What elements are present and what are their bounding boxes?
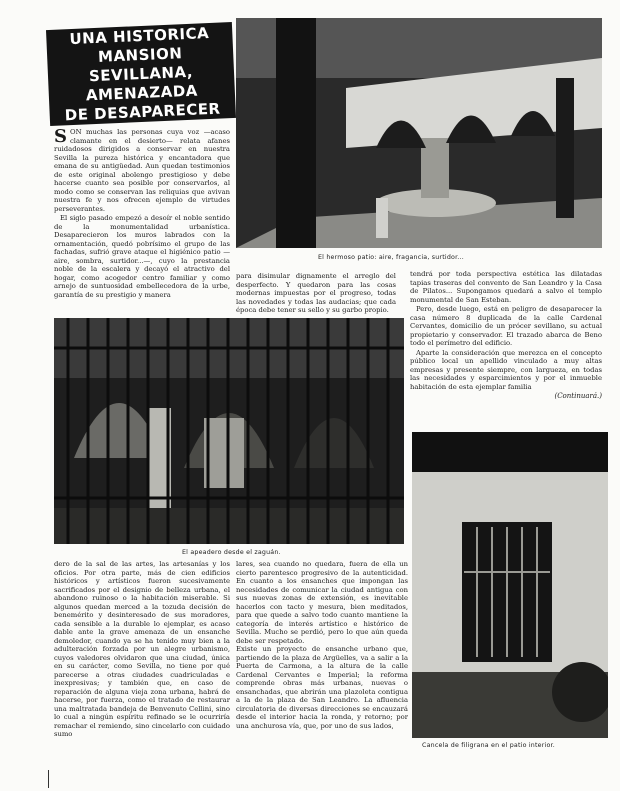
cancela-caption: Cancela de filigrana en el patio interior.: [422, 742, 555, 749]
headline-line-1: UNA HISTORICA MANSION: [69, 23, 210, 66]
headline-box: [46, 22, 236, 126]
headline-line-3: DE DESAPARECER: [64, 99, 221, 124]
zaguan-photo: [54, 318, 404, 544]
right-top-column: [410, 270, 602, 430]
margin-rule: [48, 770, 49, 788]
right-paragraph-1: tendrá por toda perspectiva estética las dilatadas tapias traseras del convento de San Leandro y la Casa de Pilatos... Supongamos quedará a salvo el templo monumental de San Esteban.: [410, 270, 602, 304]
patio-photo: [236, 18, 602, 248]
dropcap: S: [54, 128, 67, 147]
bottom-left-column: dero de la sal de las artes, las artesanías y los oficios. Por otra parte, más de cien edificios históricos y artísticos fueron sucesivamente sacrificados por el designio de belleza urbana, el abandono ruinoso o la habitación miserable. Si algunos quedan merced a la tozuda decisión de benemérito y desinteresado de sus moradores, cada sensible a la durable lo ejemplar, es acaso dable ante la grave amenaza de un ensanche demoledor, cuando ya se ha tenido muy bien a la adulteración forzada por un alegre urbanismo, cuyos valedores olvidaron que una ciudad, única en su carácter, como Sevilla, no tiene por qué parecerse a otras ciudades cuadriculadas e inexpresivas; y también que, en caso de reparación de alguna vieja zona urbana, habrá de hacerse, por fuerza, como el tratado de restaurar una maltratada bandeja de Benvenuto Cellini, sino lo cual a ningún espíritu refinado se le ocurriría remachar el remiendo, sino cincelarlo con cuidado sumo: [54, 560, 230, 738]
intro-paragraph-2: El siglo pasado empezó a desoír el noble sentido de la monumentalidad urbanística. Desaparecieron los muros labrados con la ornamentación, quedó pobrísimo el grupo de las fachadas, sufrió grave ataque el higiénico patio —aire, sombra, surtidor...—, cuyo la prestancia noble de la escalera y decayó el atractivo del hogar, como acogedor centro familiar y como arnejo de suntuosidad embellecedora de la urbe, garantía de su prestigio y manera: [54, 214, 230, 299]
right-paragraph-3: Aparte la consideración que merezca en el concepto público local un apellido vinculado a muy altas empresas y presente siempre, con largueza, en todas las necesidades y esparcimientos y por el inmueble habitación de esta ejemplar familia: [410, 348, 602, 391]
patio-caption: El hermoso patio: aire, fragancia, surtidor...: [318, 254, 464, 261]
headline-line-2: SEVILLANA, AMENAZADA: [85, 62, 199, 104]
intro-column: [54, 128, 230, 316]
intro-paragraph-1: SON muchas las personas cuya voz —acaso clamante en el desierto— relata afanes ruidadosos dirigidos a conservar en nuestra Sevilla la pureza histórica y encantadora que emana de su antigüedad. Aun quedan testimonios de este original abolengo prestigioso y debe hacerse cuanto sea posible por conservarlos, al modo como se conservan las reliquias que avivan nuestra fe y nos ofrecen ejemplo de virtudes perseverantes.: [54, 128, 230, 213]
bottom-middle-column: lares, sea cuando no quedara, fuera de ella un cierto parentesco progresivo de la autenticidad. En cuanto a los ensanches que impongan las necesidades de comunicar la ciudad antigua con sus nuevas zonas de extensión, es inevitable hacerlos con tacto y mesura, bien meditados, para que quede a salvo todo cuanto mantiene la categoría de interés artístico e histórico de Sevilla. Mucho se perdió, pero lo que aún queda debe ser respetado. Existe un proyecto de ensanche urbano que, partiendo de la plaza de Argüelles, va a salir a la Puerta de Carmona, a la altura de la calle Cardenal Cervantes e Imperial; la reforma comprende obras más urbanas, nuevas o ensanchadas, que abrirán una plazoleta contigua a la de la plaza de San Leandro. La afluencia circulatoria de diversas direcciones se encauzará desde el interior hacia la ronda, y retorno; por una anchurosa vía, que, por uno de sus lados,: [236, 560, 408, 730]
zaguan-caption: El apeadero desde el zaguán.: [182, 549, 281, 556]
right-paragraph-2: Pero, desde luego, está en peligro de desaparecer la casa número 8 duplicada de la calle Cardenal Cervantes, domicilio de un prócer sevillano, su actual propietario y conservador. El trazado abarca de Beno todo el perímetro del edificio.: [410, 305, 602, 347]
middle-column: para disimular dignamente el arreglo del desperfecto. Y quedaron para las cosas modernas impuestas por el progreso, todas las novedades y todas las audacias; que cada época debe tener su sello y su garbo propio.: [236, 272, 396, 314]
cancela-photo: [412, 432, 608, 738]
continua-label: (Continuará.): [554, 392, 602, 400]
